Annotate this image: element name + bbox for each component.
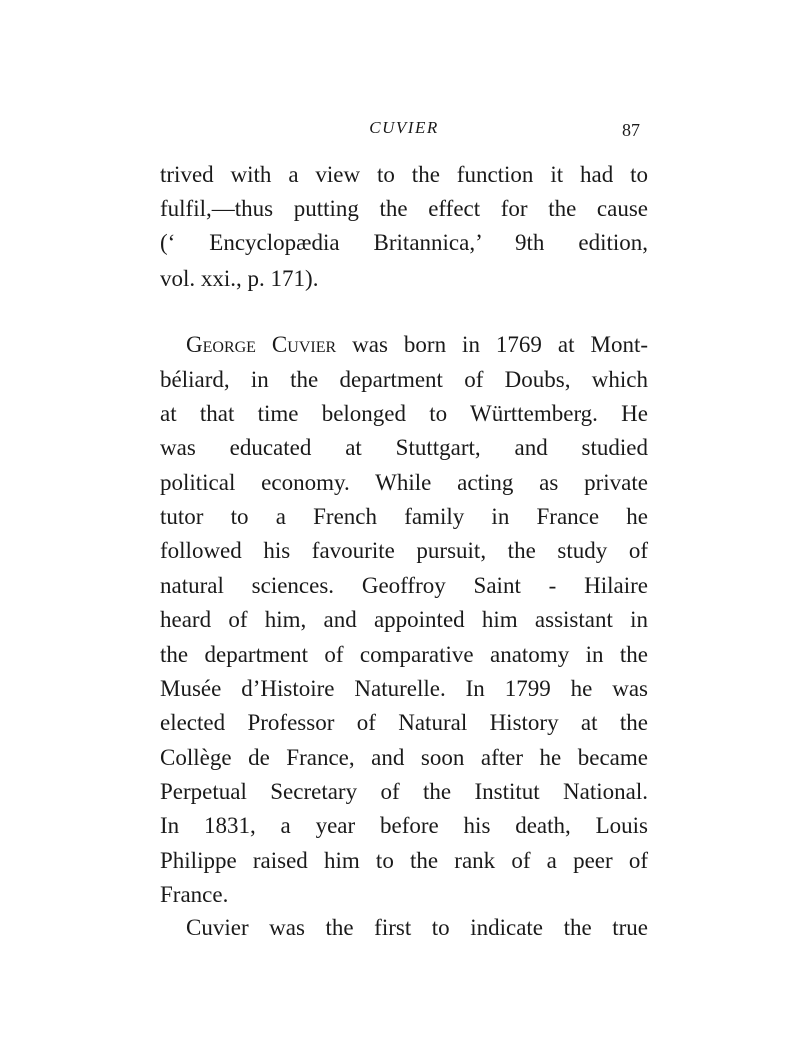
text-line: political economy. While acting as private <box>160 470 648 495</box>
text-line: Philippe raised him to the rank of a peer of <box>160 848 648 873</box>
text-fragment: was born in 1769 at Mont- <box>352 332 649 357</box>
text-line: Perpetual Secretary of the Institut National. <box>160 779 648 804</box>
text-line: fulfil,—thus putting the effect for the cause <box>160 196 648 221</box>
running-header <box>160 118 648 142</box>
running-title: CUVIER <box>369 118 439 137</box>
text-line: natural sciences. Geoffroy Saint - Hilaire <box>160 573 648 598</box>
text-line: Cuvier was the first to indicate the true <box>186 915 648 940</box>
text-line: was educated at Stuttgart, and studied <box>160 435 648 460</box>
text-line: heard of him, and appointed him assistant in <box>160 607 648 632</box>
text-line: the department of comparative anatomy in the <box>160 642 648 667</box>
text-line: In 1831, a year before his death, Louis <box>160 813 648 838</box>
paragraph-lead-line <box>186 330 648 360</box>
text-line: tutor to a French family in France he <box>160 504 648 529</box>
text-line: followed his favourite pursuit, the study of <box>160 538 648 563</box>
text-line: France. <box>160 882 229 907</box>
text-line: elected Professor of Natural History at the <box>160 710 648 735</box>
text-line: Musée d’Histoire Naturelle. In 1799 he was <box>160 676 648 701</box>
text-line: trived with a view to the function it had to <box>160 162 648 187</box>
text-line: béliard, in the department of Doubs, which <box>160 367 648 392</box>
page-number: 87 <box>622 120 640 140</box>
text-line: at that time belonged to Württemberg. He <box>160 401 648 426</box>
text-line: vol. xxi., p. 171). <box>160 266 319 291</box>
text-line: Collège de France, and soon after he became <box>160 745 648 770</box>
person-name: George Cuvier <box>186 332 337 357</box>
text-line: (‘ Encyclopædia Britannica,’ 9th edition, <box>160 230 648 255</box>
